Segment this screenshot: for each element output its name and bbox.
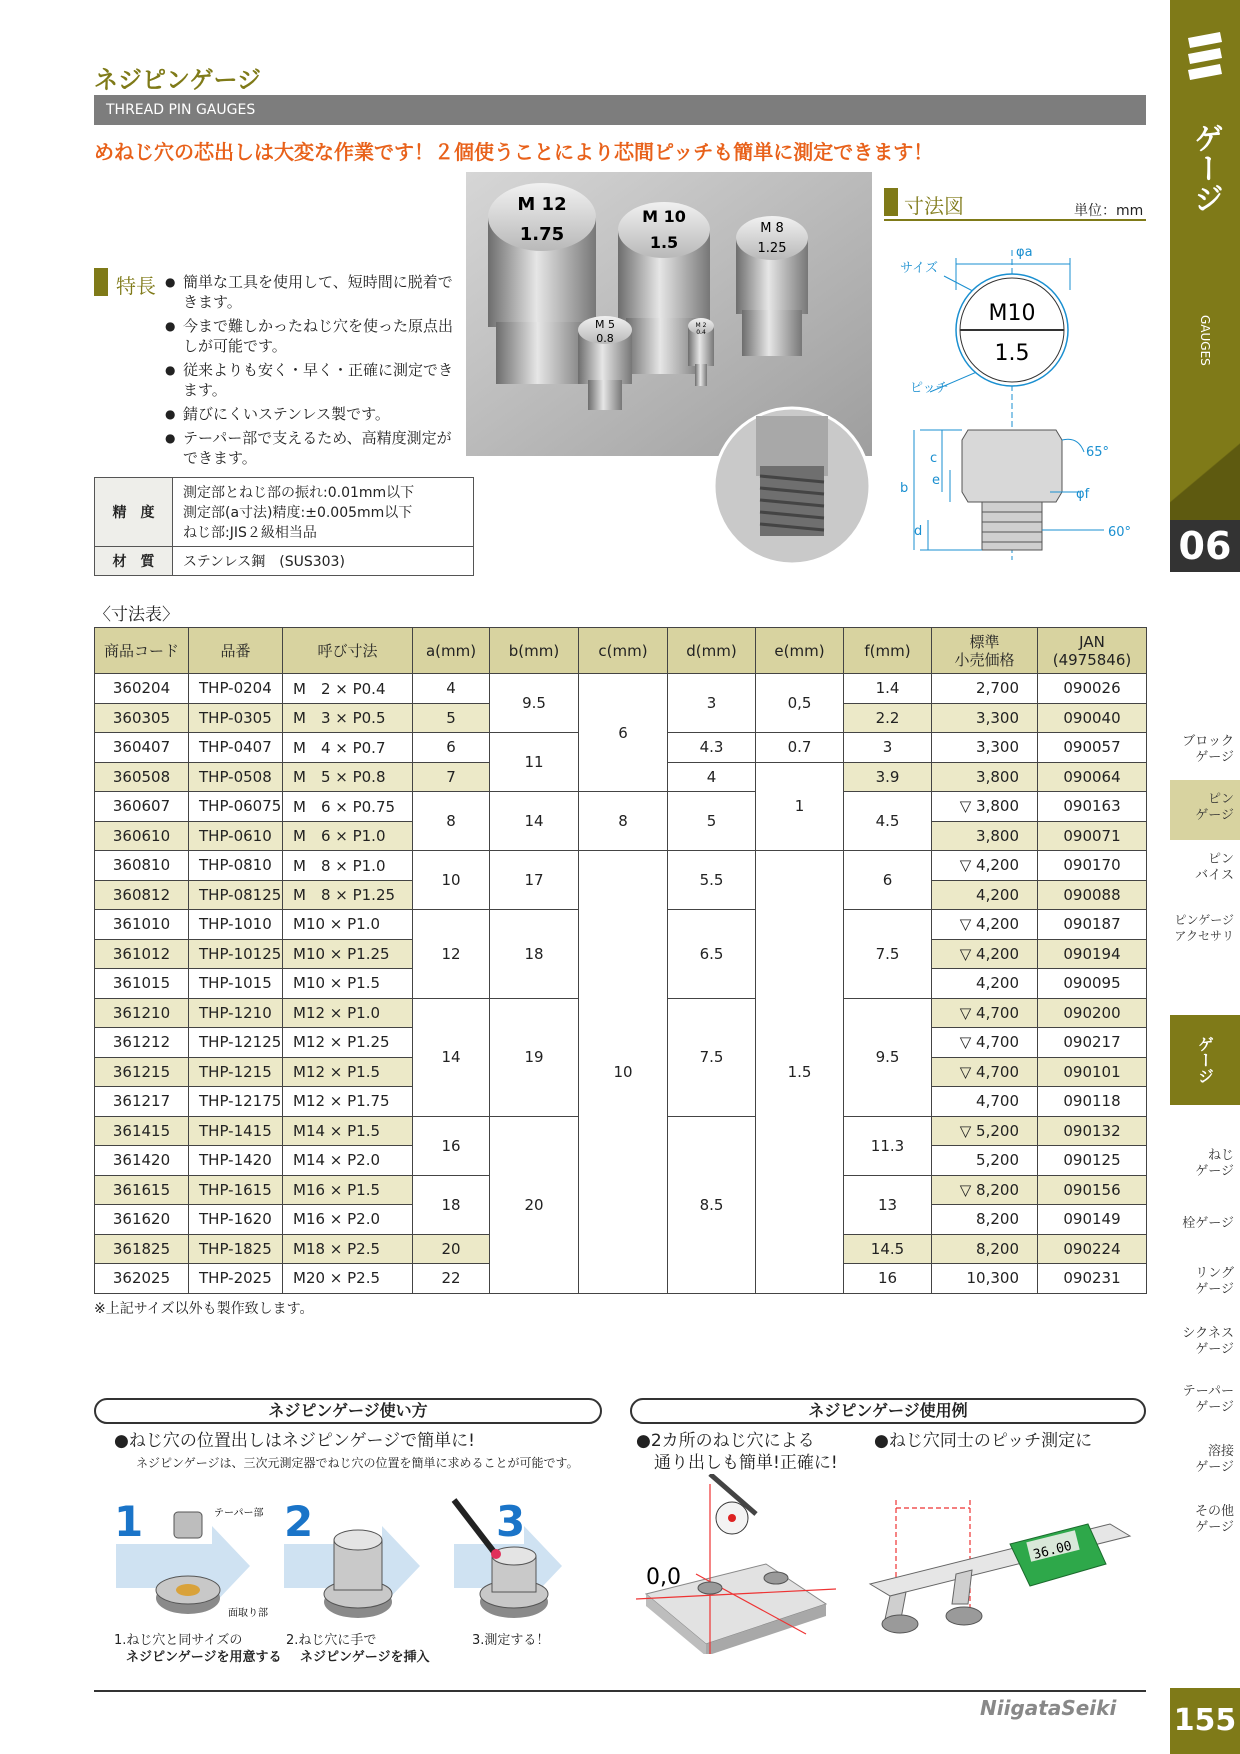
dim-label-size: サイズ	[900, 261, 938, 276]
cell-jan: 090200	[1038, 998, 1147, 1028]
nav-gauge-group[interactable]: ゲージ	[1170, 1015, 1240, 1105]
cell-code: 360812	[95, 880, 189, 910]
side-title-jp: ゲージ	[1188, 123, 1223, 213]
nav-other-gauge[interactable]: その他 ゲージ	[1194, 1504, 1234, 1535]
example2-text: ●ねじ穴同士のピッチ測定に	[874, 1431, 1093, 1451]
cell-part: THP-2025	[189, 1264, 283, 1294]
cell-a: 18	[413, 1175, 490, 1234]
dim-label-pitch: ピッチ	[910, 381, 949, 396]
example1-illustration	[636, 1474, 836, 1654]
cell-jan: 090163	[1038, 792, 1147, 822]
nav-pin-vise[interactable]: ピン バイス	[1195, 852, 1234, 883]
dim-label-d: d	[914, 524, 923, 539]
cell-part: THP-0508	[189, 762, 283, 792]
cell-code: 360305	[95, 703, 189, 733]
cell-part: THP-1010	[189, 910, 283, 940]
dimension-rule	[884, 219, 1146, 221]
feature-item: ● 錆びにくいステンレス製です。	[165, 404, 455, 424]
cell-d: 6.5	[668, 910, 756, 999]
howto-headline: ●ねじ穴の位置出しはネジピンゲージで簡単に!	[114, 1431, 475, 1451]
footer-rule	[94, 1690, 1146, 1692]
cell-nominal: M12 × P1.75	[283, 1087, 413, 1117]
cell-jan: 090088	[1038, 880, 1147, 910]
cell-part: THP-1015	[189, 969, 283, 999]
table-header-row	[95, 628, 1147, 674]
cell-jan: 090071	[1038, 821, 1147, 851]
cell-e: 0.7	[756, 733, 844, 763]
cell-nominal: M18 × P2.5	[283, 1234, 413, 1264]
cell-a: 22	[413, 1264, 490, 1294]
cell-price: 2,700	[932, 674, 1038, 704]
table-row	[95, 851, 1147, 881]
dimension-unit: 単位：mm	[1074, 203, 1144, 219]
cell-code: 361415	[95, 1116, 189, 1146]
cell-code: 361615	[95, 1175, 189, 1205]
example1-line: ●2カ所のねじ穴による	[636, 1431, 815, 1451]
cell-jan: 090026	[1038, 674, 1147, 704]
cell-price: 3,800	[932, 762, 1038, 792]
cell-code: 361012	[95, 939, 189, 969]
side-title-en: GAUGES	[1198, 314, 1212, 366]
photo-label: 0.8	[596, 332, 614, 345]
nav-thread-gauge[interactable]: ねじ ゲージ	[1195, 1148, 1234, 1179]
cell-a: 7	[413, 762, 490, 792]
cell-price: 3,800	[932, 821, 1038, 851]
nav-thickness-gauge[interactable]: シクネス ゲージ	[1182, 1326, 1234, 1357]
cell-code: 360204	[95, 674, 189, 704]
cell-b: 18	[490, 910, 579, 999]
cell-jan: 090224	[1038, 1234, 1147, 1264]
section-number: 06	[1170, 520, 1240, 572]
photo-label: M 2	[695, 322, 707, 329]
cell-code: 360508	[95, 762, 189, 792]
cell-nominal: M12 × P1.25	[283, 1028, 413, 1058]
cell-code: 361825	[95, 1234, 189, 1264]
cell-a: 8	[413, 792, 490, 851]
photo-label: M 10	[642, 207, 686, 226]
cell-jan: 090156	[1038, 1175, 1147, 1205]
cell-price: ▽ 4,200	[932, 851, 1038, 881]
cell-price: ▽ 4,700	[932, 1028, 1038, 1058]
spec-line: ねじ部:JIS２級相当品	[183, 525, 317, 541]
photo-label: 1.75	[519, 224, 565, 245]
cell-jan: 090118	[1038, 1087, 1147, 1117]
cell-code: 361210	[95, 998, 189, 1028]
cell-b: 11	[490, 733, 579, 792]
col-header: 標準 小売価格	[932, 628, 1038, 674]
step1-caption-line: ネジピンゲージを用意する	[126, 1650, 282, 1665]
nav-plug-gauge[interactable]: 栓ゲージ	[1182, 1216, 1234, 1231]
cell-b: 19	[490, 998, 579, 1116]
cell-b: 20	[490, 1116, 579, 1293]
spec-material-value: ステンレス鋼 (SUS303)	[173, 547, 474, 576]
cell-nominal: M14 × P2.0	[283, 1146, 413, 1176]
cell-d: 7.5	[668, 998, 756, 1116]
cell-d: 5.5	[668, 851, 756, 910]
cell-part: THP-1210	[189, 998, 283, 1028]
cell-nominal: M12 × P1.0	[283, 998, 413, 1028]
cell-d: 4.3	[668, 733, 756, 763]
cell-jan: 090149	[1038, 1205, 1147, 1235]
size-table	[94, 627, 1147, 1294]
cell-nominal: M 6 × P1.0	[283, 821, 413, 851]
col-header: e(mm)	[756, 628, 844, 674]
step-number: 2	[284, 1497, 314, 1546]
closeup-photo	[712, 406, 872, 566]
cell-nominal: M12 × P1.5	[283, 1057, 413, 1087]
dimension-marker	[884, 188, 898, 216]
cell-f: 4.5	[844, 792, 932, 851]
nav-taper-gauge[interactable]: テーパー ゲージ	[1182, 1384, 1234, 1415]
cell-a: 20	[413, 1234, 490, 1264]
cell-a: 12	[413, 910, 490, 999]
cell-jan: 090057	[1038, 733, 1147, 763]
cell-code: 361420	[95, 1146, 189, 1176]
cell-nominal: M20 × P2.5	[283, 1264, 413, 1294]
cell-b: 9.5	[490, 674, 579, 733]
title-bar: THREAD PIN GAUGES	[94, 95, 1146, 125]
features-marker	[94, 268, 108, 296]
cell-part: THP-0204	[189, 674, 283, 704]
cell-jan: 090187	[1038, 910, 1147, 940]
col-header: 品番	[189, 628, 283, 674]
step3-caption: 3.測定する！	[472, 1633, 550, 1648]
dim-label-phi-a: φa	[1016, 245, 1033, 260]
example1-line: 通り出しも簡単!正確に!	[654, 1453, 838, 1473]
cell-nominal: M16 × P1.5	[283, 1175, 413, 1205]
photo-label: 0.4	[696, 329, 706, 336]
side-stripe	[1170, 430, 1240, 530]
spec-line: 測定部とねじ部の振れ:0.01mm以下	[183, 485, 415, 501]
cell-price: 4,200	[932, 969, 1038, 999]
cell-f: 1.4	[844, 674, 932, 704]
cell-nominal: M 3 × P0.5	[283, 703, 413, 733]
cell-part: THP-1615	[189, 1175, 283, 1205]
photo-label: M 8	[760, 221, 784, 236]
nav-pin-gauge-accessory[interactable]: ピンゲージ アクセサリ	[1174, 913, 1234, 943]
dim-face-pitch: 1.5	[994, 341, 1030, 366]
cell-f: 7.5	[844, 910, 932, 999]
cell-part: THP-0407	[189, 733, 283, 763]
chamfer-label: 面取り部	[228, 1608, 268, 1619]
cell-a: 6	[413, 733, 490, 763]
cell-price: 8,200	[932, 1234, 1038, 1264]
cell-d: 3	[668, 674, 756, 733]
cell-a: 10	[413, 851, 490, 910]
cell-f: 6	[844, 851, 932, 910]
spec-material-label: 材 質	[95, 547, 173, 576]
cell-code: 361015	[95, 969, 189, 999]
cell-jan: 090194	[1038, 939, 1147, 969]
cell-a: 14	[413, 998, 490, 1116]
step1-caption-line: 1.ねじ穴と同サイズの	[114, 1633, 243, 1648]
cell-f: 14.5	[844, 1234, 932, 1264]
cell-nominal: M 5 × P0.8	[283, 762, 413, 792]
step2-caption	[286, 1632, 429, 1666]
cell-f: 13	[844, 1175, 932, 1234]
cell-b: 17	[490, 851, 579, 910]
cell-code: 360607	[95, 792, 189, 822]
cell-part: THP-1420	[189, 1146, 283, 1176]
cell-f: 9.5	[844, 998, 932, 1116]
origin-label: 0,0	[646, 1565, 681, 1590]
cell-part: THP-06075	[189, 792, 283, 822]
dim-label-angle-60: 60°	[1108, 525, 1132, 540]
step1-caption	[114, 1632, 281, 1666]
cell-e: 1	[756, 762, 844, 851]
dimension-title: 寸法図	[904, 194, 964, 218]
cell-nominal: M 8 × P1.0	[283, 851, 413, 881]
features-label: 特長	[116, 274, 156, 298]
dim-face-size: M10	[988, 301, 1036, 326]
cell-code: 360407	[95, 733, 189, 763]
cell-price: ▽ 4,200	[932, 939, 1038, 969]
page-number: 155	[1170, 1688, 1240, 1754]
examples-title: ネジピンゲージ使用例	[630, 1398, 1146, 1424]
nav-pin-gauge[interactable]: ピン ゲージ	[1170, 780, 1240, 840]
howto-title: ネジピンゲージ使い方	[94, 1398, 602, 1424]
cell-jan: 090170	[1038, 851, 1147, 881]
brand-logo: NiigataSeiki	[980, 1696, 1117, 1720]
step-number: 3	[496, 1497, 526, 1546]
dim-label-angle-65: 65°	[1086, 445, 1110, 460]
spec-table	[94, 477, 474, 576]
cell-f: 3	[844, 733, 932, 763]
cell-code: 360610	[95, 821, 189, 851]
cell-a: 5	[413, 703, 490, 733]
cell-c: 10	[579, 851, 668, 1294]
cell-nominal: M10 × P1.5	[283, 969, 413, 999]
cell-price: 3,300	[932, 703, 1038, 733]
cell-nominal: M 2 × P0.4	[283, 674, 413, 704]
dimension-drawing	[890, 230, 1146, 560]
col-header: 呼び寸法	[283, 628, 413, 674]
table-caption: 〈寸法表〉	[94, 605, 179, 625]
cell-jan: 090217	[1038, 1028, 1147, 1058]
spec-accuracy-value	[173, 478, 474, 547]
cell-part: THP-0305	[189, 703, 283, 733]
cell-part: THP-0810	[189, 851, 283, 881]
col-header: b(mm)	[490, 628, 579, 674]
cell-nominal: M 8 × P1.25	[283, 880, 413, 910]
col-header: 商品コード	[95, 628, 189, 674]
spec-line: 測定部(a寸法)精度:±0.005mm以下	[183, 505, 413, 521]
cell-price: ▽ 3,800	[932, 792, 1038, 822]
cell-part: THP-1620	[189, 1205, 283, 1235]
col-header: a(mm)	[413, 628, 490, 674]
cell-price: 4,700	[932, 1087, 1038, 1117]
col-header: c(mm)	[579, 628, 668, 674]
cell-f: 3.9	[844, 762, 932, 792]
howto-sub: ネジピンゲージは、三次元測定器でねじ穴の位置を簡単に求めることが可能です。	[136, 1456, 579, 1470]
cell-code: 361217	[95, 1087, 189, 1117]
cell-c: 8	[579, 792, 668, 851]
cell-e: 0,5	[756, 674, 844, 733]
step-number: 1	[114, 1497, 144, 1546]
cell-price: ▽ 4,700	[932, 1057, 1038, 1087]
cell-price: ▽ 4,700	[932, 998, 1038, 1028]
cell-f: 11.3	[844, 1116, 932, 1175]
nav-block-gauge[interactable]: ブロック ゲージ	[1182, 734, 1234, 765]
cell-d: 4	[668, 762, 756, 792]
cell-a: 4	[413, 674, 490, 704]
col-header: d(mm)	[668, 628, 756, 674]
cell-part: THP-0610	[189, 821, 283, 851]
table-row	[95, 792, 1147, 822]
cell-nominal: M10 × P1.25	[283, 939, 413, 969]
cell-jan: 090101	[1038, 1057, 1147, 1087]
dim-label-b: b	[900, 481, 909, 496]
col-header: f(mm)	[844, 628, 932, 674]
side-index	[1170, 0, 1240, 1754]
cell-nominal: M 6 × P0.75	[283, 792, 413, 822]
spec-accuracy-label: 精 度	[95, 478, 173, 547]
cell-price: ▽ 8,200	[932, 1175, 1038, 1205]
nav-ring-gauge[interactable]: リング ゲージ	[1195, 1266, 1234, 1297]
cell-price: 4,200	[932, 880, 1038, 910]
cell-price: ▽ 4,200	[932, 910, 1038, 940]
cell-f: 2.2	[844, 703, 932, 733]
cell-nominal: M 4 × P0.7	[283, 733, 413, 763]
table-note: ※上記サイズ以外も製作致します。	[94, 1301, 314, 1317]
cell-jan: 090040	[1038, 703, 1147, 733]
page-title: ネジピンゲージ	[94, 66, 262, 94]
cell-part: THP-12125	[189, 1028, 283, 1058]
feature-item: ● 今まで難しかったねじ穴を使った原点出しが可能です。	[165, 316, 455, 356]
example1-text	[636, 1430, 838, 1474]
cell-jan: 090125	[1038, 1146, 1147, 1176]
cell-d: 8.5	[668, 1116, 756, 1293]
feature-item: ● テーパー部で支えるため、高精度測定ができます。	[165, 428, 455, 468]
cell-nominal: M10 × P1.0	[283, 910, 413, 940]
cell-code: 361620	[95, 1205, 189, 1235]
cell-part: THP-1415	[189, 1116, 283, 1146]
cell-price: 5,200	[932, 1146, 1038, 1176]
cell-code: 361215	[95, 1057, 189, 1087]
cell-price: 10,300	[932, 1264, 1038, 1294]
cell-part: THP-1215	[189, 1057, 283, 1087]
example2-illustration	[860, 1474, 1146, 1654]
nav-welding-gauge[interactable]: 溶接 ゲージ	[1195, 1444, 1234, 1475]
cell-f: 16	[844, 1264, 932, 1294]
photo-label: 1.5	[649, 233, 679, 252]
photo-label: M 5	[595, 318, 615, 331]
table-row	[95, 674, 1147, 704]
caliper-readout: 36.00	[1031, 1538, 1074, 1563]
dim-label-phi-f: φf	[1076, 487, 1090, 502]
cell-jan: 090064	[1038, 762, 1147, 792]
cell-price: 8,200	[932, 1205, 1038, 1235]
taper-label: テーパー部	[214, 1508, 264, 1519]
lead-text: めねじ穴の芯出しは大変な作業です！２個使うことにより芯間ピッチも簡単に測定できます！	[94, 140, 934, 164]
dim-label-e: e	[932, 473, 940, 488]
feature-item: ● 簡単な工具を使用して、短時間に脱着できます。	[165, 272, 455, 312]
cell-a: 16	[413, 1116, 490, 1175]
cell-code: 362025	[95, 1264, 189, 1294]
cell-c: 6	[579, 674, 668, 792]
cell-jan: 090231	[1038, 1264, 1147, 1294]
photo-label: M 12	[517, 194, 567, 215]
step2-caption-line: 2.ねじ穴に手で	[286, 1633, 377, 1648]
cell-nominal: M16 × P2.0	[283, 1205, 413, 1235]
cell-nominal: M14 × P1.5	[283, 1116, 413, 1146]
cell-part: THP-10125	[189, 939, 283, 969]
cell-code: 361010	[95, 910, 189, 940]
photo-label: 1.25	[757, 241, 787, 256]
cell-part: THP-1825	[189, 1234, 283, 1264]
cell-d: 5	[668, 792, 756, 851]
cell-b: 14	[490, 792, 579, 851]
cell-jan: 090132	[1038, 1116, 1147, 1146]
cell-e: 1.5	[756, 851, 844, 1294]
gauge-blocks-icon	[1182, 30, 1228, 90]
col-header: JAN (4975846)	[1038, 628, 1147, 674]
cell-code: 361212	[95, 1028, 189, 1058]
cell-code: 360810	[95, 851, 189, 881]
cell-part: THP-08125	[189, 880, 283, 910]
dim-label-c: c	[930, 451, 938, 466]
feature-item: ● 従来よりも安く・早く・正確に測定できます。	[165, 360, 455, 400]
features-list	[165, 272, 455, 472]
cell-jan: 090095	[1038, 969, 1147, 999]
cell-price: 3,300	[932, 733, 1038, 763]
cell-part: THP-12175	[189, 1087, 283, 1117]
step2-caption-line: ネジピンゲージを挿入	[300, 1650, 430, 1665]
cell-price: ▽ 5,200	[932, 1116, 1038, 1146]
howto-steps-illustration	[94, 1490, 594, 1640]
side-index-header	[1170, 0, 1240, 572]
